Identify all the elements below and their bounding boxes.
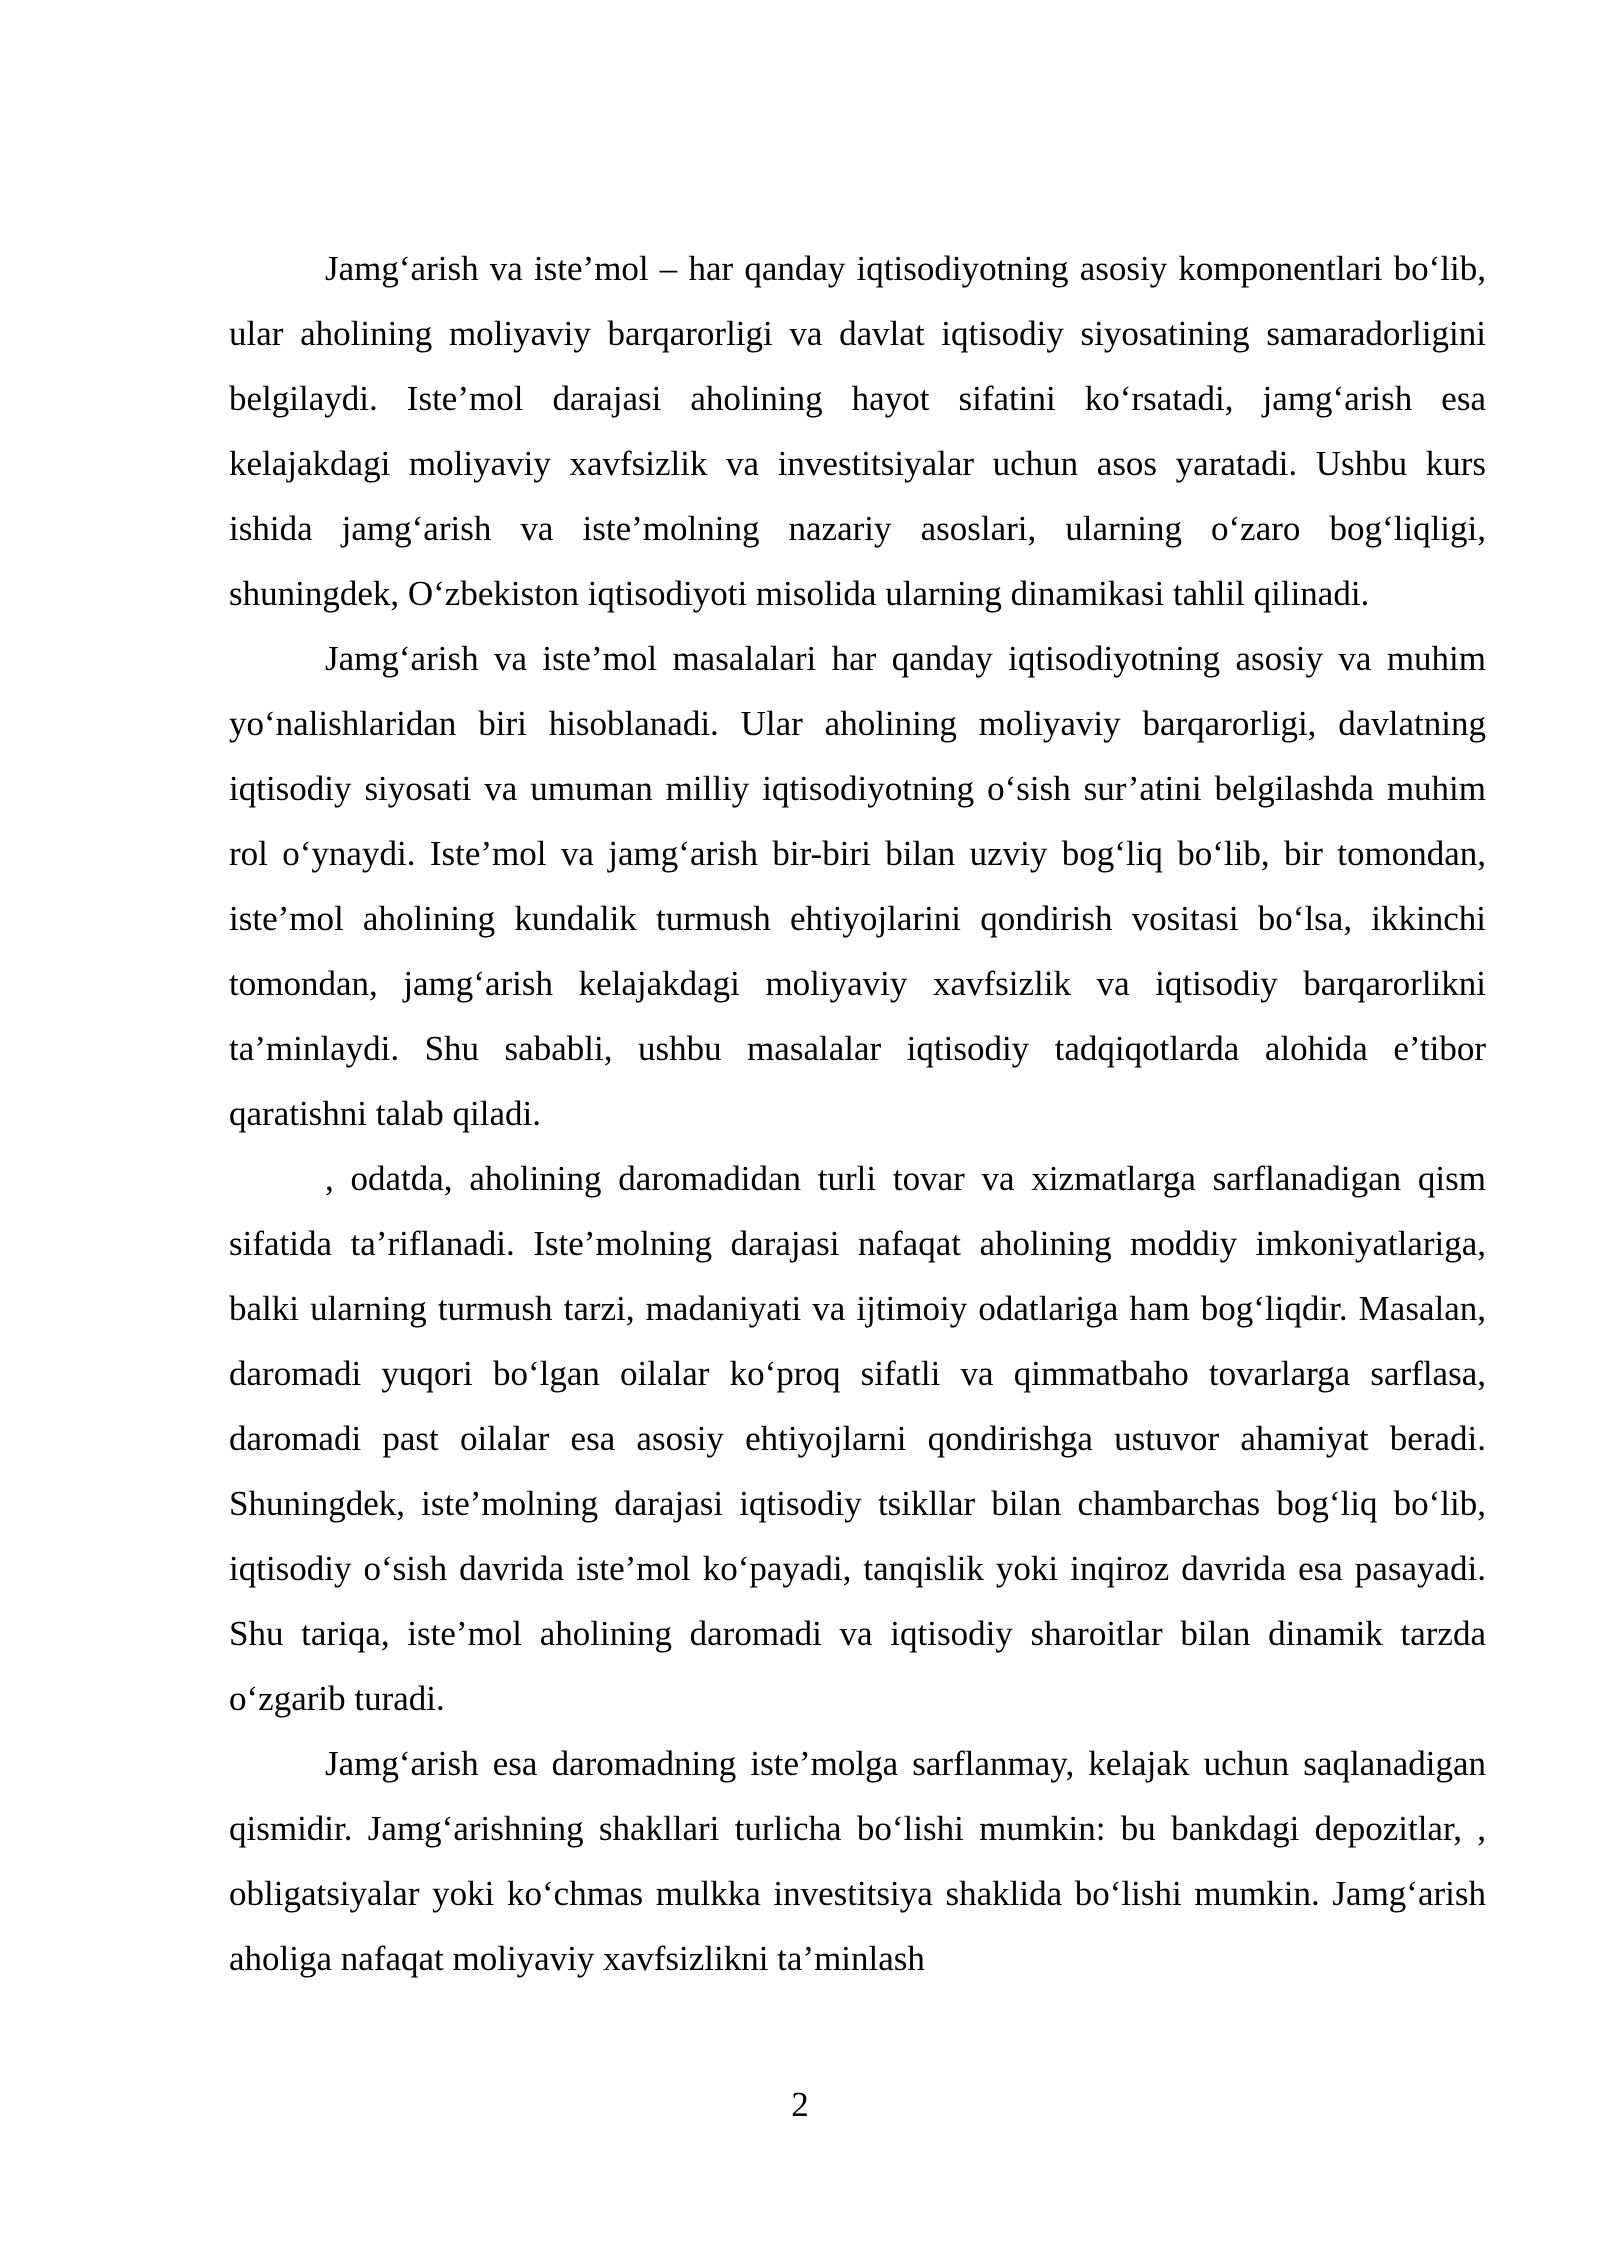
paragraph-4: Jamg‘arish esa daromadning iste’molga sarflanmay, kelajak uchun saqlanadigan qismidir. Jamg‘arishning shakllari turlicha bo‘lishi mumkin: bu bankdagi depozitlar, , obligatsiyalar yoki ko‘chmas mulkka investitsiya shaklida bo‘lishi mumkin. Jamg‘arish aholiga nafaqat moliyaviy xavfsizlikni ta’minlash bbox=[229, 1744, 1486, 1978]
paragraph-1: Jamg‘arish va iste’mol – har qanday iqtisodiyotning asosiy komponentlari bo‘lib, ular aholining moliyaviy barqarorligi va davlat iqtisodiy siyosatining samaradorligini belgilaydi. Iste’mol darajasi aholining hayot sifatini ko‘rsatadi, jamg‘arish esa kelajakdagi moliyaviy xavfsizlik va investitsiyalar uchun asos yaratadi. Ushbu kurs ishida jamg‘arish va iste’molning nazariy asoslari, ularning o‘zaro bog‘liqligi, shuningdek, O‘zbekiston iqtisodiyoti misolida ularning dinamikasi tahlil qilinadi. bbox=[229, 249, 1486, 613]
paragraph-2: Jamg‘arish va iste’mol masalalari har qanday iqtisodiyotning asosiy va muhim yo‘nalishlaridan biri hisoblanadi. Ular aholining moliyaviy barqarorligi, davlatning iqtisodiy siyosati va umuman milliy iqtisodiyotning o‘sish sur’atini belgilashda muhim rol o‘ynaydi. Iste’mol va jamg‘arish bir-biri bilan uzviy bog‘liq bo‘lib, bir tomondan, iste’mol aholining kundalik turmush ehtiyojlarini qondirish vositasi bo‘lsa, ikkinchi tomondan, jamg‘arish kelajakdagi moliyaviy xavfsizlik va iqtisodiy barqarorlikni ta’minlaydi. Shu sababli, ushbu masalalar iqtisodiy tadqiqotlarda alohida e’tibor qaratishni talab qiladi. bbox=[229, 639, 1486, 1133]
body-text bbox=[229, 236, 1486, 1991]
paragraph-3: , odatda, aholining daromadidan turli tovar va xizmatlarga sarflanadigan qism sifatida ta’riflanadi. Iste’molning darajasi nafaqat aholining moddiy imkoniyatlariga, balki ularning turmush tarzi, madaniyati va ijtimoiy odatlariga ham bog‘liqdir. Masalan, daromadi yuqori bo‘lgan oilalar ko‘proq sifatli va qimmatbaho tovarlarga sarflasa, daromadi past oilalar esa asosiy ehtiyojlarni qondirishga ustuvor ahamiyat beradi. Shuningdek, iste’molning darajasi iqtisodiy tsikllar bilan chambarchas bog‘liq bo‘lib, iqtisodiy o‘sish davrida iste’mol ko‘payadi, tanqislik yoki inqiroz davrida esa pasayadi. Shu tariqa, iste’mol aholining daromadi va iqtisodiy sharoitlar bilan dinamik tarzda o‘zgarib turadi. bbox=[229, 1159, 1486, 1718]
page-number: 2 bbox=[791, 2085, 809, 2124]
